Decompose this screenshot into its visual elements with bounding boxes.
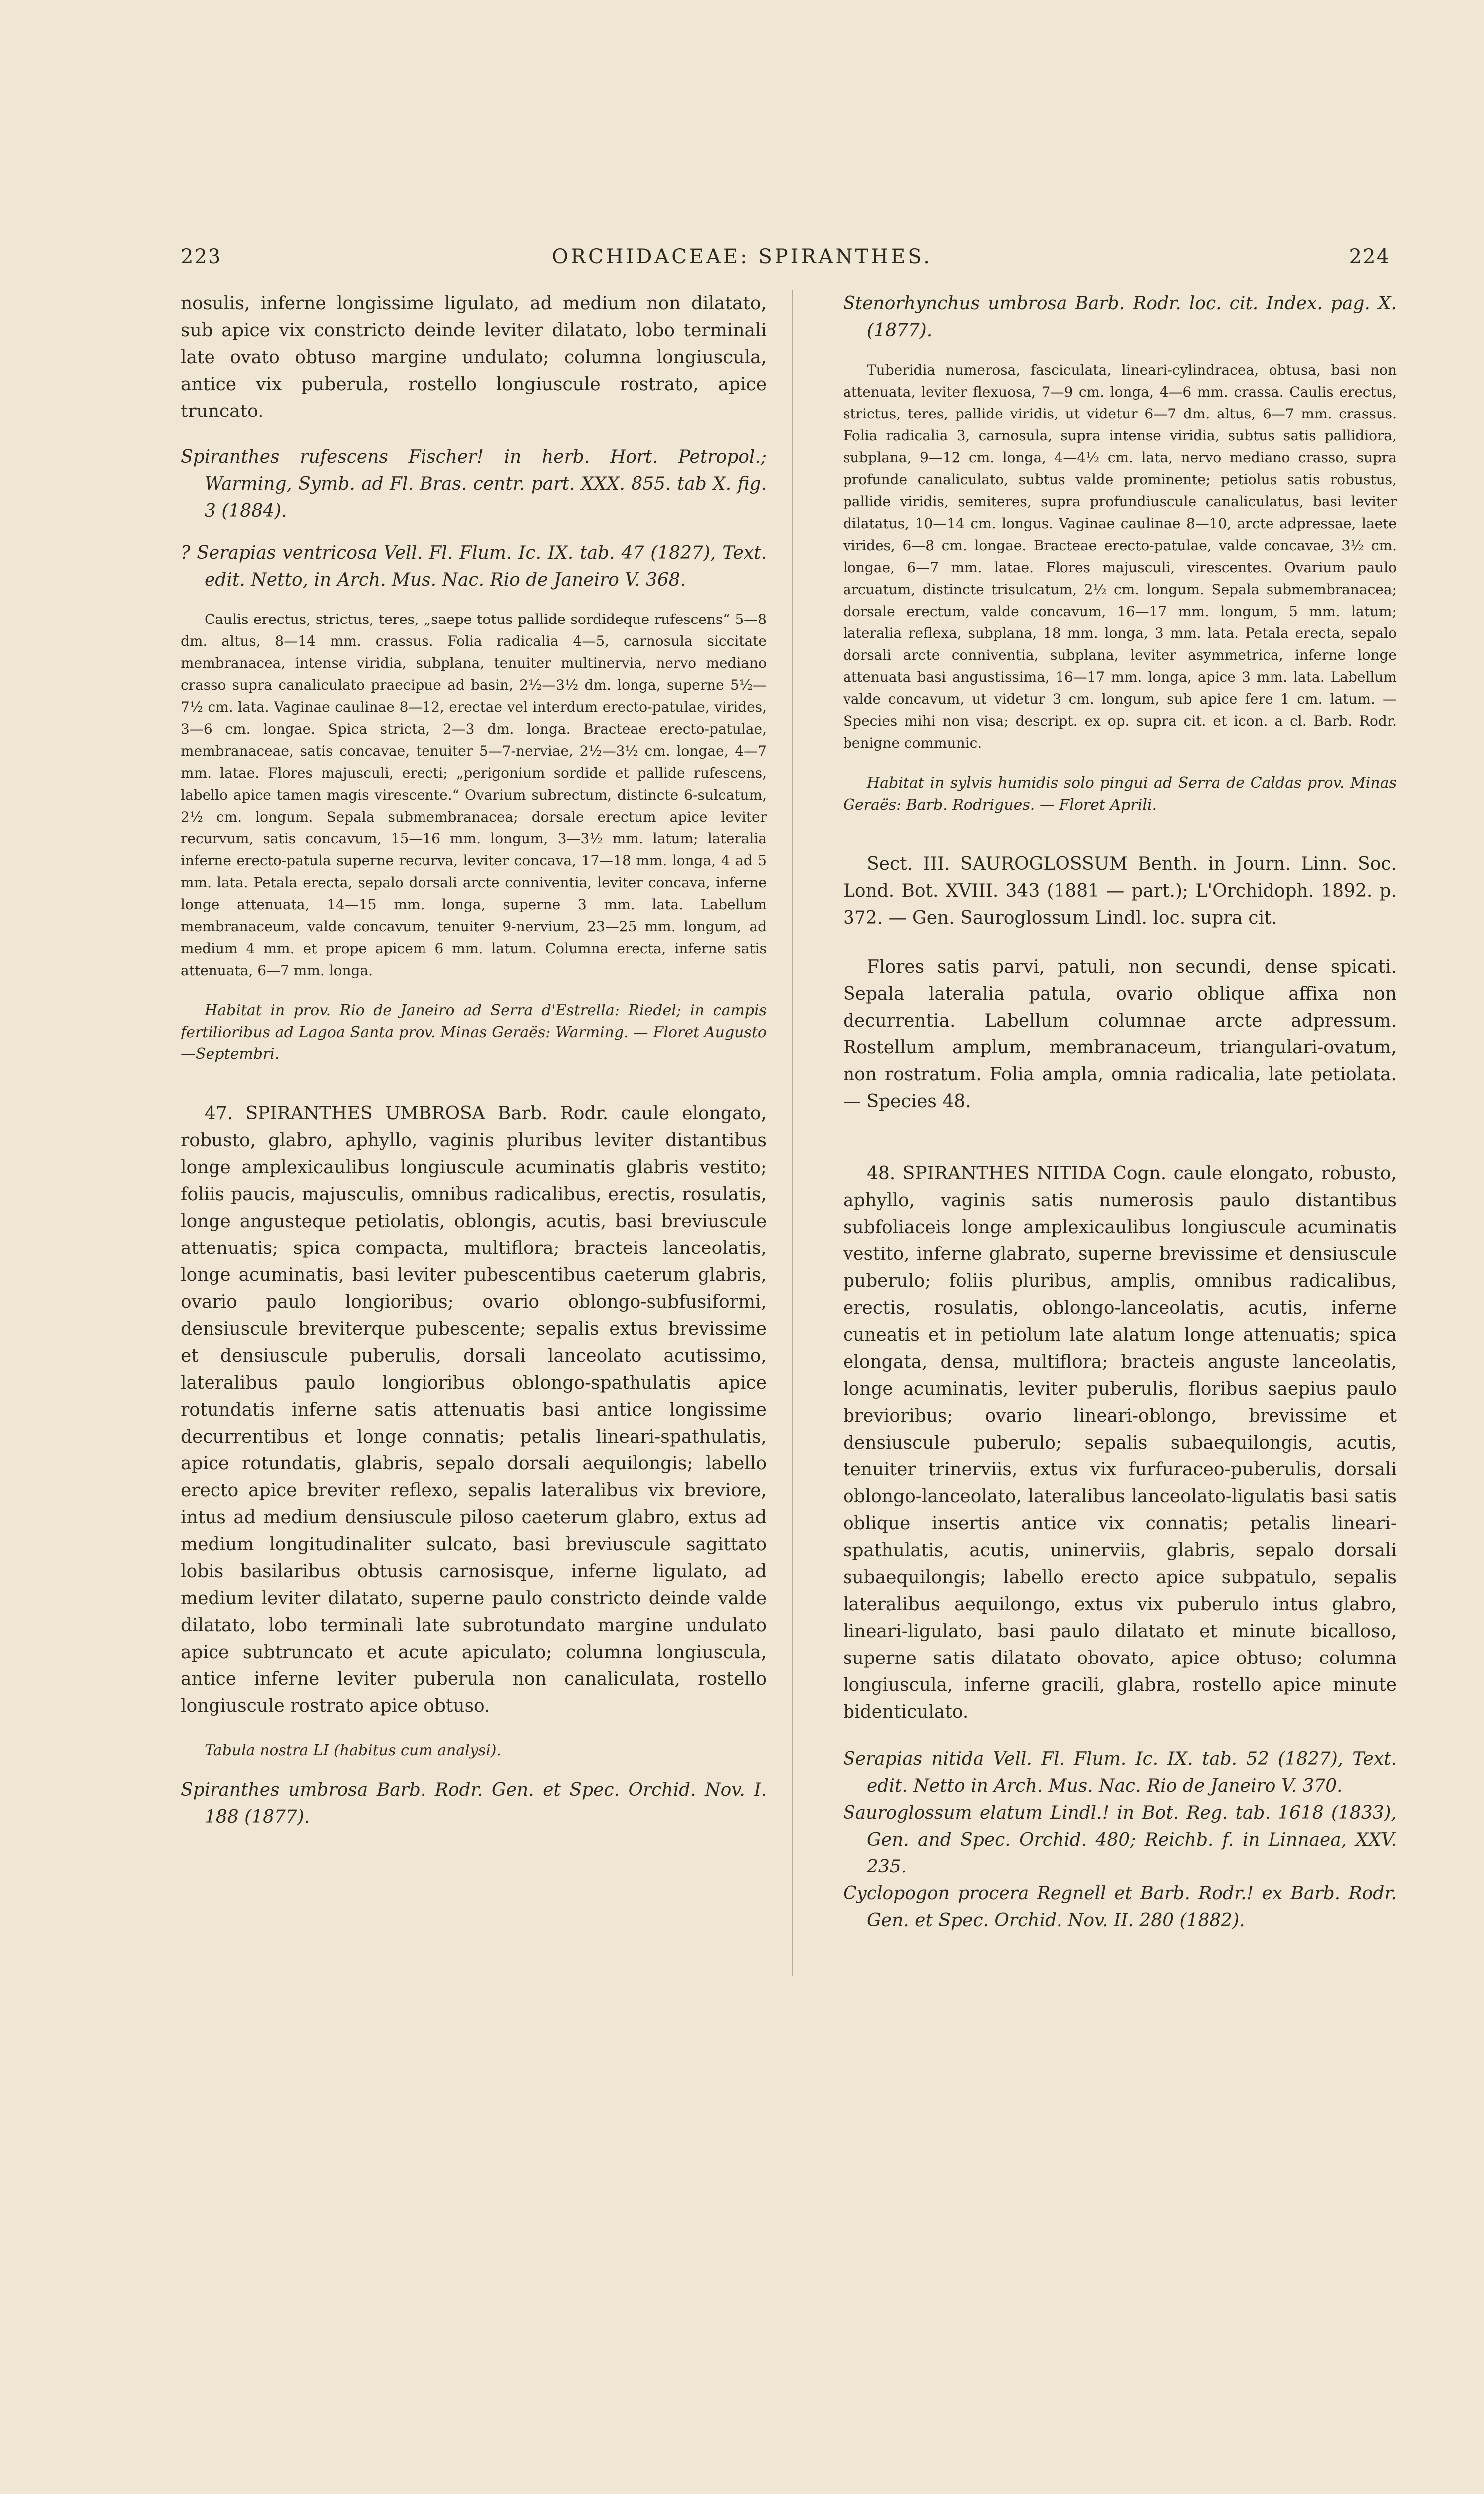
- citation-serapias-nitida: Serapias nitida Vell. Fl. Flum. Ic. IX. tab. 52 (1827), Text. edit. Netto in Arch. Mus. Nac. Rio de Janeiro V. 370.: [843, 1749, 1397, 1796]
- page-number-left: 223: [181, 245, 222, 268]
- section-description: Flores satis parvi, patuli, non secundi, dense spicati. Sepala lateralia patula, ovario oblique affixa non decurrentia. Labellum columnae arcte adpressum. Rostellum amplum, membranaceum, triangulari-ovatum, non rostratum. Folia ampla, omnia radicalia, late petiolata. — Species 48.: [843, 957, 1397, 1112]
- habitat-note: Habitat in prov. Rio de Janeiro ad Serra d'Estrella: Riedel; in campis fertilioribus ad Lagoa Santa prov. Minas Geraës: Warming. — Floret Augusto—Septembri.: [181, 1002, 767, 1063]
- right-column: [843, 290, 1397, 2236]
- citation-ventricosa: ? Serapias ventricosa Vell. Fl. Flum. Ic. IX. tab. 47 (1827), Text. edit. Netto, in Arch. Mus. Nac. Rio de Janeiro V. 368.: [181, 543, 767, 590]
- plate-reference: Tabula nostra LI (habitus cum analysi).: [205, 1742, 502, 1759]
- section-heading: Sect. III. SAUROGLOSSUM Benth. in Journ. Linn. Soc. Lond. Bot. XVIII. 343 (1881 — part.); L'Orchidoph. 1892. p. 372. — Gen. Sauroglossum Lindl. loc. supra cit.: [843, 854, 1397, 928]
- citation-cyclopogon-procera: Cyclopogon procera Regnell et Barb. Rodr.! ex Barb. Rodr. Gen. et Spec. Orchid. Nov. II. 280 (1882).: [843, 1883, 1397, 1931]
- column-divider: [792, 290, 793, 1976]
- citation-rufescens: Spiranthes rufescens Fischer! in herb. Hort. Petropol.; Warming, Symb. ad Fl. Bras. centr. part. XXX. 855. tab X. fig. 3 (1884).: [181, 447, 767, 521]
- running-head: ORCHIDACEAE: SPIRANTHES.: [552, 245, 932, 268]
- page-number-right: 224: [1349, 245, 1390, 268]
- citation-umbrosa: Spiranthes umbrosa Barb. Rodr. Gen. et Spec. Orchid. Nov. I. 188 (1877).: [181, 1780, 767, 1827]
- species-48-description: 48. SPIRANTHES NITIDA Cogn. caule elongato, robusto, aphyllo, vaginis satis numerosis paulo distantibus subfoliaceis longe amplexicaulibus longiuscule acuminatis vestito, inferne glabrato, superne brevissime et densiuscule puberulo; foliis pluribus, amplis, omnibus radicalibus, erectis, rosulatis, oblongo-lanceolatis, acutis, inferne cuneatis et in petiolum late alatum longe attenuatis; spica elongata, densa, multiflora; bracteis anguste lanceolatis, longe acuminatis, leviter puberulis, floribus saepius paulo brevioribus; ovario lineari-oblongo, brevissime et densiuscule puberulo; sepalis subaequilongis, acutis, tenuiter trinerviis, extus vix furfuraceo-puberulis, dorsali oblongo-lanceolato, lateralibus lanceolato-ligulatis basi satis oblique insertis antice vix connatis; petalis lineari-spathulatis, acutis, uninerviis, glabris, sepalo dorsali subaequilongis; labello erecto apice subpatulo, sepalis lateralibus aequilongo, extus vix puberulo intus glabro, lineari-ligulato, basi paulo dilatato et minute bicalloso, superne satis dilatato obovato, apice obtuso; columna longiuscula, inferne gracili, glabra, rostello apice minute bidenticulato.: [843, 1163, 1397, 1722]
- continued-description: nosulis, inferne longissime ligulato, ad medium non dilatato, sub apice vix constricto deinde leviter dilatato, lobo terminali late ovato obtuso margine undulato; columna longiuscula, antice vix puberula, rostello longiuscule rostrato, apice truncato.: [181, 293, 767, 421]
- left-column: [181, 290, 767, 2236]
- detailed-description: Caulis erectus, strictus, teres, „saepe totus pallide sordideque rufescens“ 5—8 dm. altus, 8—14 mm. crassus. Folia radicalia 4—5, carnosula siccitate membranacea, intense viridia, subplana, tenuiter multinervia, nervo mediano crasso supra canaliculato praecipue ad basin, 2½—3½ dm. longa, superne 5½—7½ cm. lata. Vaginae caulinae 8—12, erectae vel interdum erecto-patulae, virides, 3—6 cm. longae. Spica stricta, 2—3 dm. longa. Bracteae erecto-patulae, membranaceae, satis concavae, tenuiter 5—7-nerviae, 2½—3½ cm. longae, 4—7 mm. latae. Flores majusculi, erecti; „perigonium sordide et pallide rufescens, labello apice tamen magis virescente.“ Ovarium subrectum, distincte 6-sulcatum, 2½ cm. longum. Sepala submembranacea; dorsale erectum apice leviter recurvum, satis concavum, 15—16 mm. longum, 3—3½ mm. latum; lateralia inferne erecto-patula superne recurva, leviter concava, 17—18 mm. longa, 4 ad 5 mm. lata. Petala erecta, sepalo dorsali arcte conniventia, leviter concava, inferne longe attenuata, 14—15 mm. longa, superne 3 mm. lata. Labellum membranaceum, valde concavum, tenuiter 9-nervium, 23—25 mm. longum, ad medium 4 mm. et prope apicem 6 mm. latum. Columna erecta, inferne satis attenuata, 6—7 mm. longa.: [181, 611, 767, 979]
- habitat-note-umbrosa: Habitat in sylvis humidis solo pingui ad Serra de Caldas prov. Minas Geraës: Barb. Rodrigues. — Floret Aprili.: [843, 774, 1397, 814]
- citation-sauroglossum-elatum: Sauroglossum elatum Lindl.! in Bot. Reg. tab. 1618 (1833), Gen. and Spec. Orchid. 480; Reichb. f. in Linnaea, XXV. 235.: [843, 1803, 1397, 1877]
- citation-stenorhynchus: Stenorhynchus umbrosa Barb. Rodr. loc. cit. Index. pag. X. (1877).: [843, 293, 1397, 341]
- species-47-description: 47. SPIRANTHES UMBROSA Barb. Rodr. caule elongato, robusto, glabro, aphyllo, vaginis pluribus leviter distantibus longe amplexicaulibus longiuscule acuminatis glabris vestito; foliis paucis, majusculis, omnibus radicalibus, erectis, rosulatis, longe angusteque petiolatis, oblongis, acutis, basi breviuscule attenuatis; spica compacta, multiflora; bracteis lanceolatis, longe acuminatis, basi leviter pubescentibus caeterum glabris, ovario paulo longioribus; ovario oblongo-subfusiformi, densiuscule breviterque pubescente; sepalis extus brevissime et densiuscule puberulis, dorsali lanceolato acutissimo, lateralibus paulo longioribus oblongo-spathulatis apice rotundatis inferne satis attenuatis basi antice longissime decurrentibus et longe connatis; petalis lineari-spathulatis, apice rotundatis, glabris, sepalo dorsali aequilongis; labello erecto apice breviter reflexo, sepalis lateralibus vix breviore, intus ad medium densiuscule piloso caeterum glabro, extus ad medium longitudinaliter sulcato, basi breviuscule sagittato lobis basilaribus obtusis carnosisque, inferne ligulato, ad medium leviter dilatato, superne paulo constricto deinde valde dilatato, lobo terminali late subrotundato margine undulato apice subtruncato et acute apiculato; columna longiuscula, antice inferne leviter puberula non canaliculata, rostello longiuscule rostrato apice obtuso.: [181, 1103, 767, 1716]
- detailed-description-umbrosa: Tuberidia numerosa, fasciculata, lineari-cylindracea, obtusa, basi non attenuata, leviter flexuosa, 7—9 cm. longa, 4—6 mm. crassa. Caulis erectus, strictus, teres, pallide viridis, ut videtur 6—7 dm. altus, 6—7 mm. crassus. Folia radicalia 3, carnosula, supra intense viridia, subtus satis pallidiora, subplana, 9—12 cm. longa, 4—4½ cm. lata, nervo mediano crasso, supra profunde canaliculato, subtus valde prominente; petiolus satis robustus, pallide viridis, semiteres, supra profundiuscule canaliculatus, basi leviter dilatatus, 10—14 cm. longus. Vaginae caulinae 8—10, arcte adpressae, laete virides, 6—8 cm. longae. Bracteae erecto-patulae, valde concavae, 3½ cm. longae, 6—7 mm. latae. Flores majusculi, virescentes. Ovarium paulo arcuatum, distincte trisulcatum, 2½ cm. longum. Sepala submembranacea; dorsale erectum, valde concavum, 16—17 mm. longum, 5 mm. latum; lateralia reflexa, subplana, 18 mm. longa, 3 mm. lata. Petala erecta, sepalo dorsali arcte conniventia, subplana, leviter asymmetrica, inferne longe attenuata basi angustissima, 16—17 mm. longa, apice 3 mm. lata. Labellum valde concavum, ut videtur 3 cm. longum, sub apice fere 1 cm. latum. — Species mihi non visa; descript. ex op. supra cit. et icon. a cl. Barb. Rodr. benigne communic.: [843, 362, 1397, 751]
